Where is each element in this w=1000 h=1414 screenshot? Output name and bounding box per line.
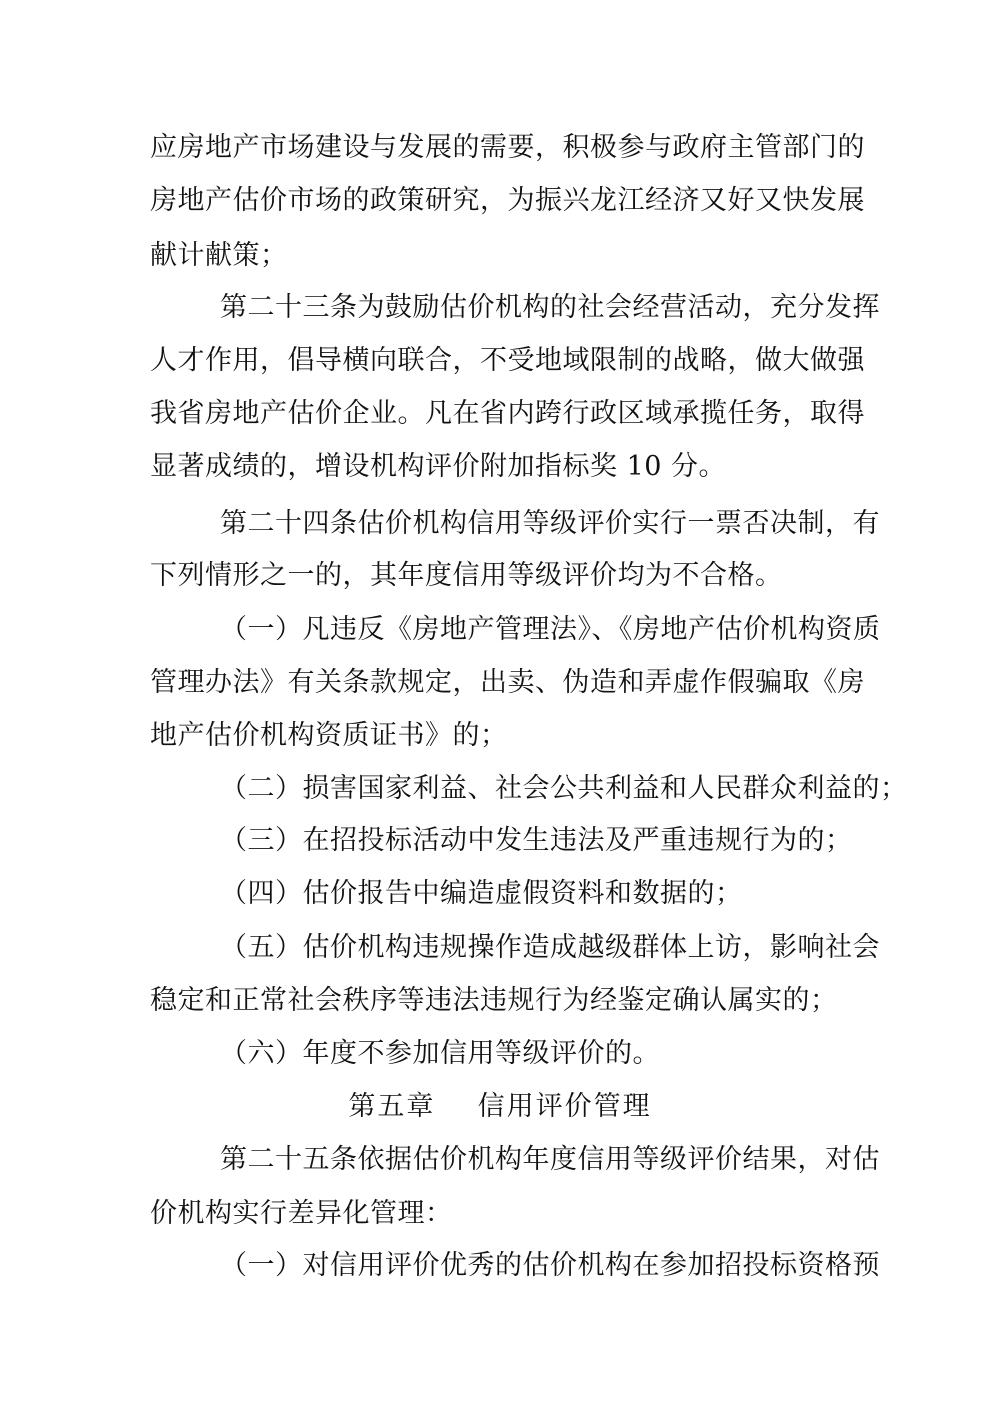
- list-item-1: （一）对信用评价优秀的估价机构在参加招投标资格预: [220, 1250, 880, 1281]
- text-line: 应房地产市场建设与发展的需要，积极参与政府主管部门的: [150, 132, 865, 163]
- text-line: 管理办法》有关条款规定，出卖、伪造和弄虚作假骗取《房: [150, 667, 865, 698]
- list-item-3: （三）在招投标活动中发生违法及严重违规行为的；: [220, 825, 853, 856]
- list-item-1: （一）凡违反《房地产管理法》、《房地产估价机构资质: [220, 614, 881, 645]
- text-line: 价机构实行差异化管理：: [150, 1198, 453, 1229]
- chapter-heading: 第五章 信用评价管理: [348, 1091, 652, 1122]
- article-24-line: 第二十四条估价机构信用等级评价实行一票否决制，有: [220, 508, 880, 539]
- text-line: 献计献策；: [150, 240, 288, 271]
- article-23-line: 第二十三条为鼓励估价机构的社会经营活动，充分发挥: [220, 292, 880, 323]
- text-line: 显著成绩的，增设机构评价附加指标奖 10 分。: [150, 451, 727, 482]
- list-item-6: （六）年度不参加信用等级评价的。: [220, 1038, 660, 1069]
- text-line: 房地产估价市场的政策研究，为振兴龙江经济又好又快发展: [150, 185, 865, 216]
- text-line: 我省房地产估价企业。凡在省内跨行政区域承揽任务，取得: [150, 398, 865, 429]
- text-line: 稳定和正常社会秩序等违法违规行为经鉴定确认属实的；: [150, 985, 838, 1016]
- list-item-2: （二）损害国家利益、社会公共利益和人民群众利益的；: [220, 773, 908, 804]
- text-line: 地产估价机构资质证书》的；: [150, 720, 508, 751]
- list-item-5: （五）估价机构违规操作造成越级群体上访，影响社会: [220, 932, 880, 963]
- list-item-4: （四）估价报告中编造虚假资料和数据的；: [220, 878, 743, 909]
- text-line: 下列情形之一的，其年度信用等级评价均为不合格。: [150, 560, 783, 591]
- article-25-line: 第二十五条依据估价机构年度信用等级评价结果，对估: [220, 1144, 880, 1175]
- text-line: 人才作用，倡导横向联合，不受地域限制的战略，做大做强: [150, 345, 865, 376]
